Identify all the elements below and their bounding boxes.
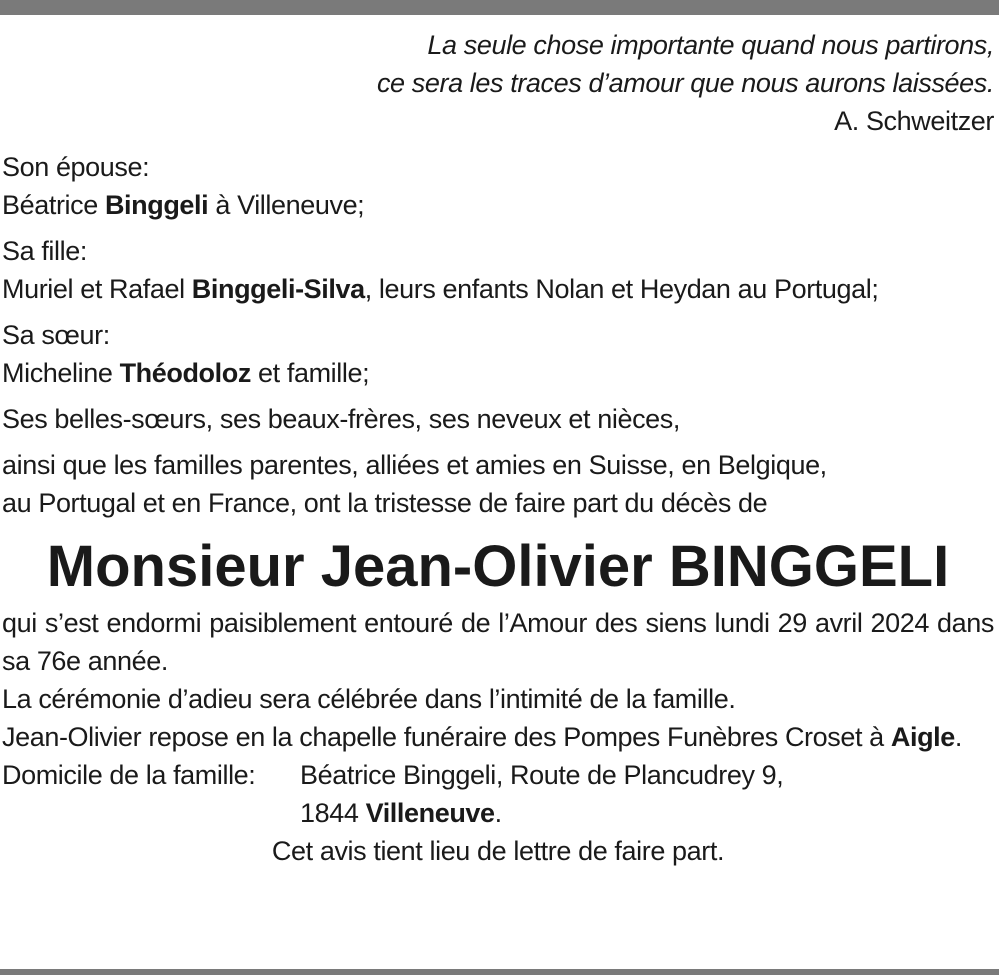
- families-line-2: au Portugal et en France, ont la tristesse de faire part du décès de: [2, 488, 768, 518]
- families-line-1: ainsi que les familles parentes, alliées et amies en Suisse, en Belgique,: [2, 450, 827, 480]
- spouse-surname: Binggeli: [104, 190, 209, 220]
- daughter-rest: , leurs enfants Nolan et Heydan au Portugal;: [364, 274, 879, 304]
- daughter-label: Sa fille:: [2, 236, 87, 266]
- spouse-line: [2, 186, 994, 224]
- daughter-block: [2, 232, 994, 308]
- daughter-line: [2, 270, 994, 308]
- rest-place-city: Aigle: [890, 722, 955, 752]
- domicile-line-2: [300, 794, 783, 832]
- families-block: [2, 446, 994, 522]
- in-laws-line: Ses belles-sœurs, ses beaux-frères, ses neveux et nièces,: [2, 404, 681, 434]
- spouse-rest: à Villeneuve;: [208, 190, 365, 220]
- quote-line-1: La seule chose importante quand nous partirons,: [427, 30, 994, 60]
- rest-place-main: Jean-Olivier repose en la chapelle funéraire des Pompes Funèbres Croset à: [2, 722, 891, 752]
- sister-surname: Théodoloz: [119, 358, 251, 388]
- sister-block: [2, 316, 994, 392]
- ceremony-text: La cérémonie d’adieu sera célébrée dans l’intimité de la famille.: [2, 684, 736, 714]
- bottom-rule: [0, 969, 999, 975]
- quote-author: A. Schweitzer: [834, 106, 994, 136]
- domicile-line-1: Béatrice Binggeli, Route de Plancudrey 9,: [300, 760, 784, 790]
- sister-rest: et famille;: [250, 358, 370, 388]
- sister-label: Sa sœur:: [2, 320, 110, 350]
- daughter-surname: Binggeli-Silva: [191, 274, 365, 304]
- spouse-first: Béatrice: [2, 190, 105, 220]
- rest-place-end: .: [954, 722, 963, 752]
- passing-text: qui s’est endormi paisiblement entouré de l’Amour des siens lundi 29 avril 2024 dans sa 76e année.: [2, 608, 994, 676]
- rest-place-text: [2, 718, 994, 756]
- spouse-label: Son épouse:: [2, 152, 150, 182]
- quote: [2, 26, 994, 102]
- top-rule: [0, 0, 999, 15]
- closing-text: Cet avis tient lieu de lettre de faire part.: [271, 836, 725, 866]
- domicile-address: [300, 756, 783, 832]
- quote-line-2: ce sera les traces d’amour que nous aurons laissées.: [376, 68, 994, 98]
- domicile-city: Villeneuve: [365, 798, 495, 828]
- sister-line: [2, 354, 994, 392]
- in-laws-block: [2, 400, 994, 438]
- daughter-first: Muriel et Rafael: [2, 274, 192, 304]
- domicile-postcode: 1844: [300, 798, 366, 828]
- domicile-label: Domicile de la famille:: [2, 760, 256, 790]
- domicile-end: .: [494, 798, 502, 828]
- spouse-block: [2, 148, 994, 224]
- sister-first: Micheline: [2, 358, 120, 388]
- deceased-name: Monsieur Jean-Olivier BINGGELI: [46, 534, 950, 599]
- domicile: [2, 756, 994, 832]
- obituary-notice: [2, 26, 994, 870]
